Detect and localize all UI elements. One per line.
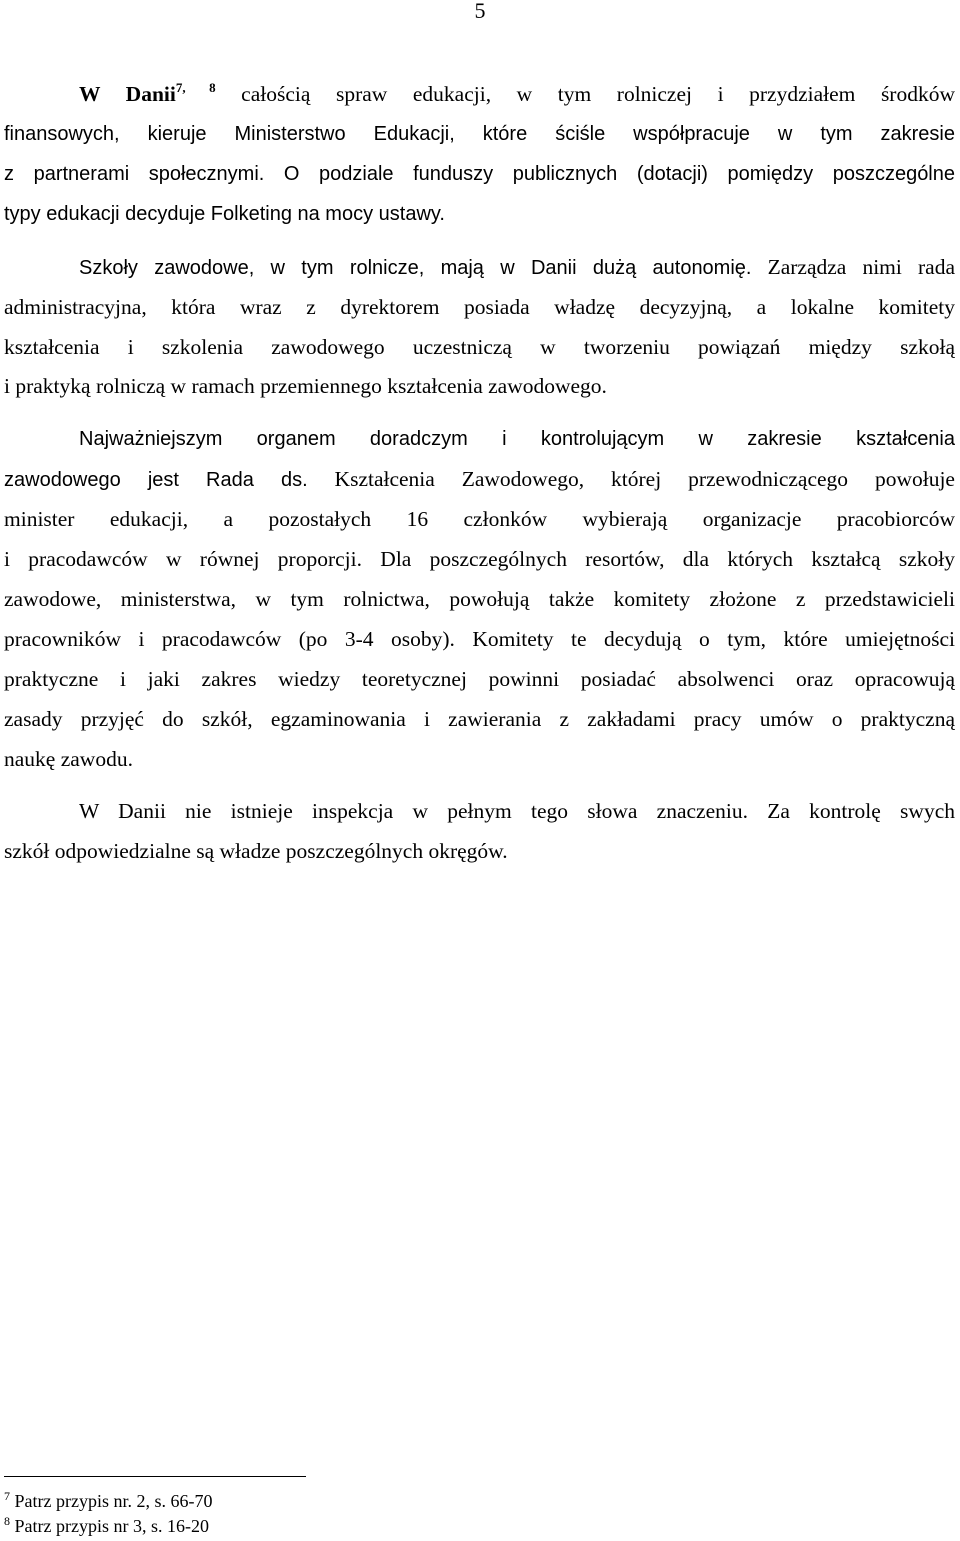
paragraph-2-line-3: kształcenia i szkolenia zawodowego uczestniczą w tworzeniu powiązań między szkołą — [4, 335, 955, 359]
footnote-marker: 7 — [4, 1489, 10, 1503]
footnote-8 — [4, 1515, 209, 1537]
paragraph-3-line-2 — [4, 464, 955, 495]
paragraph-3-line-8: zasady przyjęć do szkół, egzaminowania i zawierania z zakładami pracy umów o praktyczną — [4, 707, 955, 731]
paragraph-3-line-9: naukę zawodu. — [4, 747, 133, 771]
paragraph-1-line-2: finansowych, kieruje Ministerstwo Edukacji, które ściśle współpracuje w tym zakresie — [4, 123, 955, 145]
footnote-7 — [4, 1490, 212, 1512]
paragraph-1-line-4: typy edukacji decyduje Folketing na mocy ustawy. — [4, 203, 445, 225]
paragraph-3-sans-text: zawodowego jest Rada ds. — [4, 469, 308, 491]
paragraph-2-line-2: administracyjna, która wraz z dyrektorem posiada władzę decyzyjną, a lokalne komitety — [4, 295, 955, 319]
paragraph-2-serif-text: Zarządza nimi rada — [751, 255, 955, 279]
page-number: 5 — [474, 0, 486, 23]
paragraph-1-line-1 — [4, 79, 955, 109]
paragraph-3-line-3: minister edukacji, a pozostałych 16 członków wybierają organizacje pracobiorców — [4, 507, 955, 531]
paragraph-4-line-2: szkół odpowiedzialne są władze poszczególnych okręgów. — [4, 839, 508, 863]
paragraph-3-serif-text: Kształcenia Zawodowego, której przewodniczącego powołuje — [307, 467, 955, 491]
paragraph-3-line-4: i pracodawców w równej proporcji. Dla poszczególnych resortów, dla których kształcą szkoły — [4, 547, 955, 571]
footnote-reference: 7, 8 — [175, 80, 216, 95]
paragraph-1-line-3: z partnerami społecznymi. O podziale funduszy publicznych (dotacji) pomiędzy poszczególne — [4, 163, 955, 185]
paragraph-4-line-1: W Danii nie istnieje inspekcja w pełnym tego słowa znaczeniu. Za kontrolę swych — [79, 799, 955, 823]
paragraph-2-sans-text: Szkoły zawodowe, w tym rolnicze, mają w Danii dużą autonomię. — [79, 257, 752, 279]
paragraph-2-line-1 — [4, 252, 955, 283]
paragraph-3-line-6: pracowników i pracodawców (po 3-4 osoby). Komitety te decydują o tym, które umiejętności — [4, 627, 955, 651]
paragraph-2-line-4: i praktyką rolniczą w ramach przemiennego kształcenia zawodowego. — [4, 374, 607, 398]
footnote-marker: 8 — [4, 1514, 10, 1528]
paragraph-1-text: całością spraw edukacji, w tym rolniczej i przydziałem środków — [215, 82, 955, 106]
paragraph-3-line-5: zawodowe, ministerstwa, w tym rolnictwa, powołują także komitety złożone z przedstawicieli — [4, 587, 955, 611]
paragraph-3-line-7: praktyczne i jaki zakres wiedzy teoretycznej powinni posiadać absolwenci oraz opracowują — [4, 667, 955, 691]
paragraph-3-line-1: Najważniejszym organem doradczym i kontrolującym w zakresie kształcenia — [79, 428, 955, 450]
country-heading: W Danii — [79, 82, 176, 106]
footnote-text: Patrz przypis nr. 2, s. 66-70 — [14, 1491, 213, 1511]
footnote-separator — [4, 1476, 306, 1477]
footnote-text: Patrz przypis nr 3, s. 16-20 — [14, 1516, 209, 1536]
